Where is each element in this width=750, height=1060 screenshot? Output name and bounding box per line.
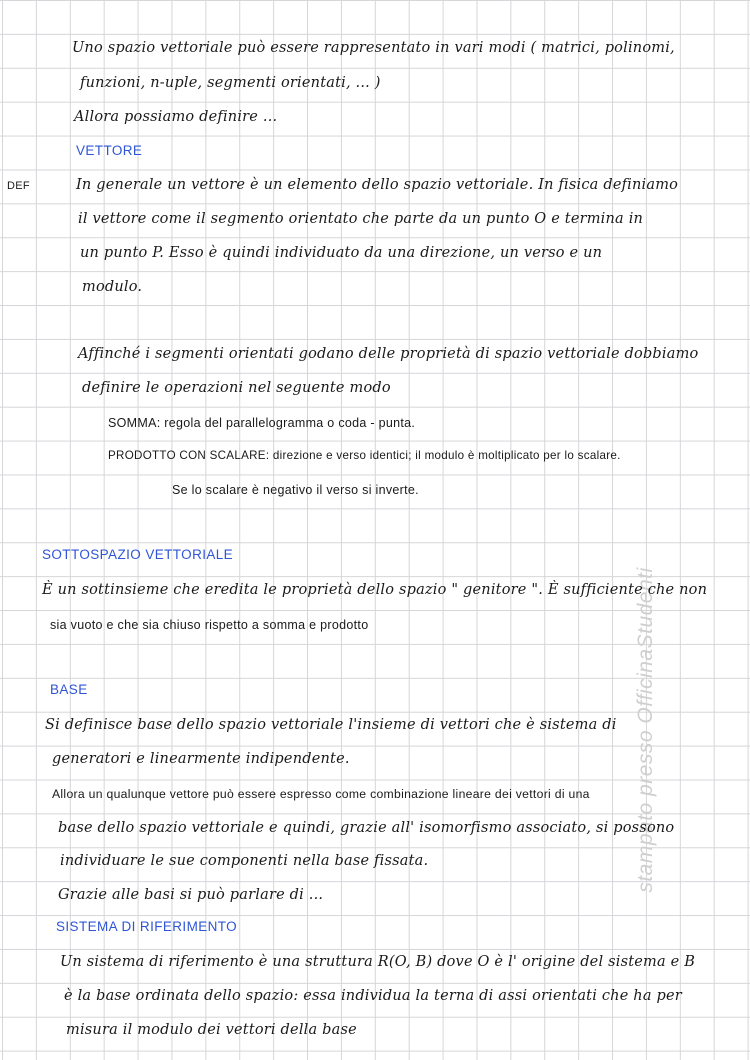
base-line-3: Allora un qualunque vettore può essere espresso come combinazione lineare dei vettori di una <box>52 787 590 801</box>
intro-line-3: Allora possiamo definire ... <box>74 109 278 125</box>
prodotto-line-2: Se lo scalare è negativo il verso si inverte. <box>172 483 419 497</box>
base-line-4: base dello spazio vettoriale e quindi, grazie all' isomorfismo associato, si possono <box>58 820 675 836</box>
margin-label-def: DEF <box>7 180 30 192</box>
operazioni-line-1: Affinché i segmenti orientati godano delle proprietà di spazio vettoriale dobbiamo <box>78 346 699 362</box>
operazioni-line-2: definire le operazioni nel seguente modo <box>82 380 391 396</box>
somma-line: SOMMA: regola del parallelogramma o coda - punta. <box>108 416 416 430</box>
intro-line-2: funzioni, n-uple, segmenti orientati, ... ) <box>80 75 381 91</box>
prodotto-line: PRODOTTO CON SCALARE: direzione e verso identici; il modulo è moltiplicato per lo scalare. <box>108 449 621 462</box>
heading-sottospazio: SOTTOSPAZIO VETTORIALE <box>42 547 234 562</box>
base-line-1: Si definisce base dello spazio vettoriale l'insieme di vettori che è sistema di <box>45 717 617 733</box>
base-line-6: Grazie alle basi si può parlare di ... <box>58 887 324 903</box>
riferimento-line-2: è la base ordinata dello spazio: essa individua la terna di assi orientati che ha per <box>64 988 682 1004</box>
heading-vettore: VETTORE <box>76 143 143 158</box>
vettore-line-3: un punto P. Esso è quindi individuato da una direzione, un verso e un <box>80 245 603 261</box>
vettore-line-4: modulo. <box>82 279 143 295</box>
riferimento-line-1: Un sistema di riferimento è una struttura R(O, B) dove O è l' origine del sistema e B <box>60 954 696 970</box>
riferimento-line-3: misura il modulo dei vettori della base <box>66 1022 357 1038</box>
intro-line-1: Uno spazio vettoriale può essere rappresentato in vari modi ( matrici, polinomi, <box>72 40 675 56</box>
base-line-5: individuare le sue componenti nella base fissata. <box>60 853 429 869</box>
vettore-line-1: In generale un vettore è un elemento dello spazio vettoriale. In fisica definiamo <box>76 177 679 193</box>
heading-base: BASE <box>50 682 88 697</box>
sottospazio-line-1: È un sottinsieme che eredita le proprietà dello spazio " genitore ". È sufficiente che non <box>42 582 708 598</box>
heading-sistema-di-riferimento: SISTEMA DI RIFERIMENTO <box>56 919 238 934</box>
sottospazio-line-2: sia vuoto e che sia chiuso rispetto a somma e prodotto <box>50 618 369 632</box>
vettore-line-2: il vettore come il segmento orientato che parte da un punto O e termina in <box>78 211 644 227</box>
base-line-2: generatori e linearmente indipendente. <box>52 751 350 767</box>
watermark: stampato presso OfficinaStudenti <box>634 567 657 893</box>
